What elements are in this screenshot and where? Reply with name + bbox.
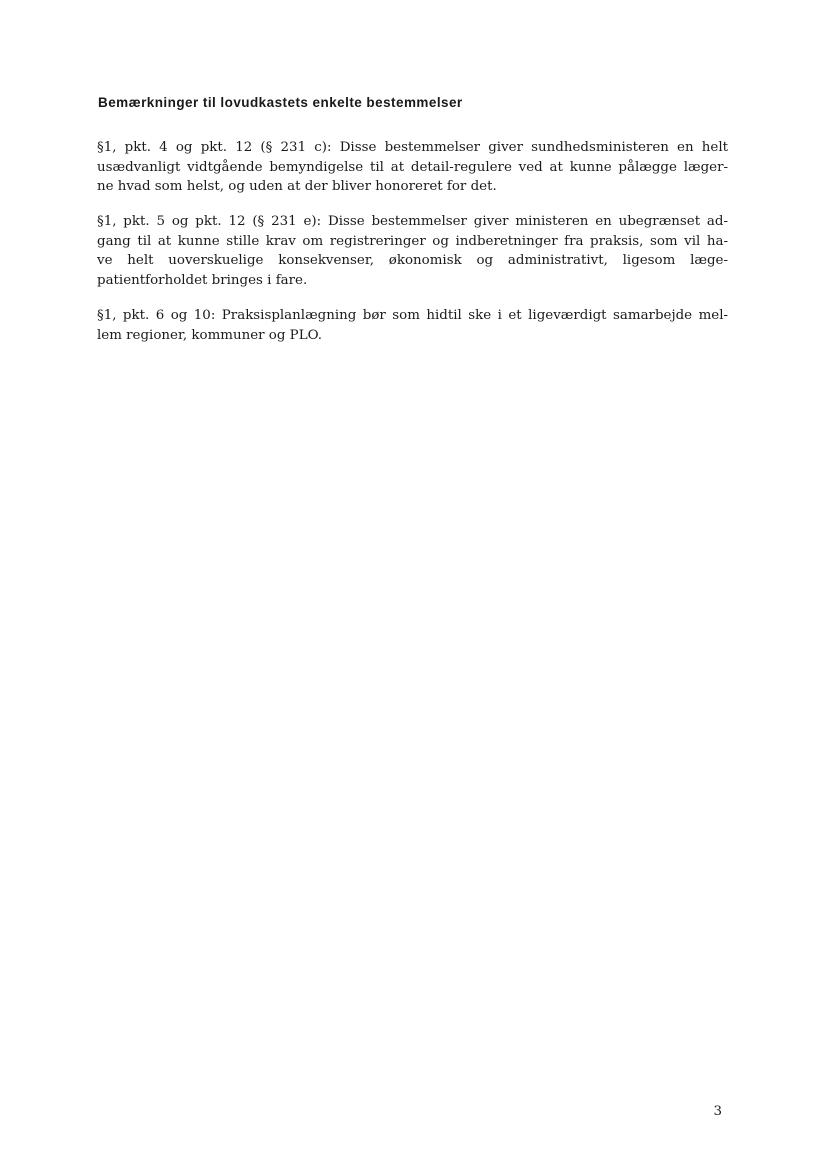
paragraph-1 — [97, 138, 728, 197]
paragraph-line: ne hvad som helst, og uden at der bliver honoreret for det. — [97, 179, 497, 194]
paragraph-line: §1, pkt. 5 og pkt. 12 (§ 231 e): Disse bestemmelser giver ministeren en ubegrænset ad- — [97, 214, 728, 229]
paragraph-line: patientforholdet bringes i fare. — [97, 272, 308, 288]
paragraph-line: ve helt uoverskuelige konsekvenser, økonomisk og administrativt, ligesom læge- — [97, 253, 728, 268]
paragraph-line: §1, pkt. 6 og 10: Praksisplanlægning bør som hidtil ske i et ligeværdigt samarbejde mel- — [97, 308, 728, 323]
paragraph-line: usædvanligt vidtgående bemyndigelse til at detail-regulere ved at kunne pålægge læger- — [97, 159, 728, 175]
paragraph-3 — [97, 306, 728, 345]
paragraph-2 — [97, 212, 728, 290]
page-number: 3 — [713, 1104, 722, 1119]
paragraph-line: §1, pkt. 4 og pkt. 12 (§ 231 c): Disse bestemmelser giver sundhedsministeren en helt — [97, 140, 728, 155]
section-heading: Bemærkninger til lovudkastets enkelte bestemmelser — [98, 95, 463, 110]
paragraph-line: gang til at kunne stille krav om registreringer og indberetninger fra praksis, som vil ha- — [97, 233, 728, 249]
paragraph-line: lem regioner, kommuner og PLO. — [97, 327, 323, 343]
